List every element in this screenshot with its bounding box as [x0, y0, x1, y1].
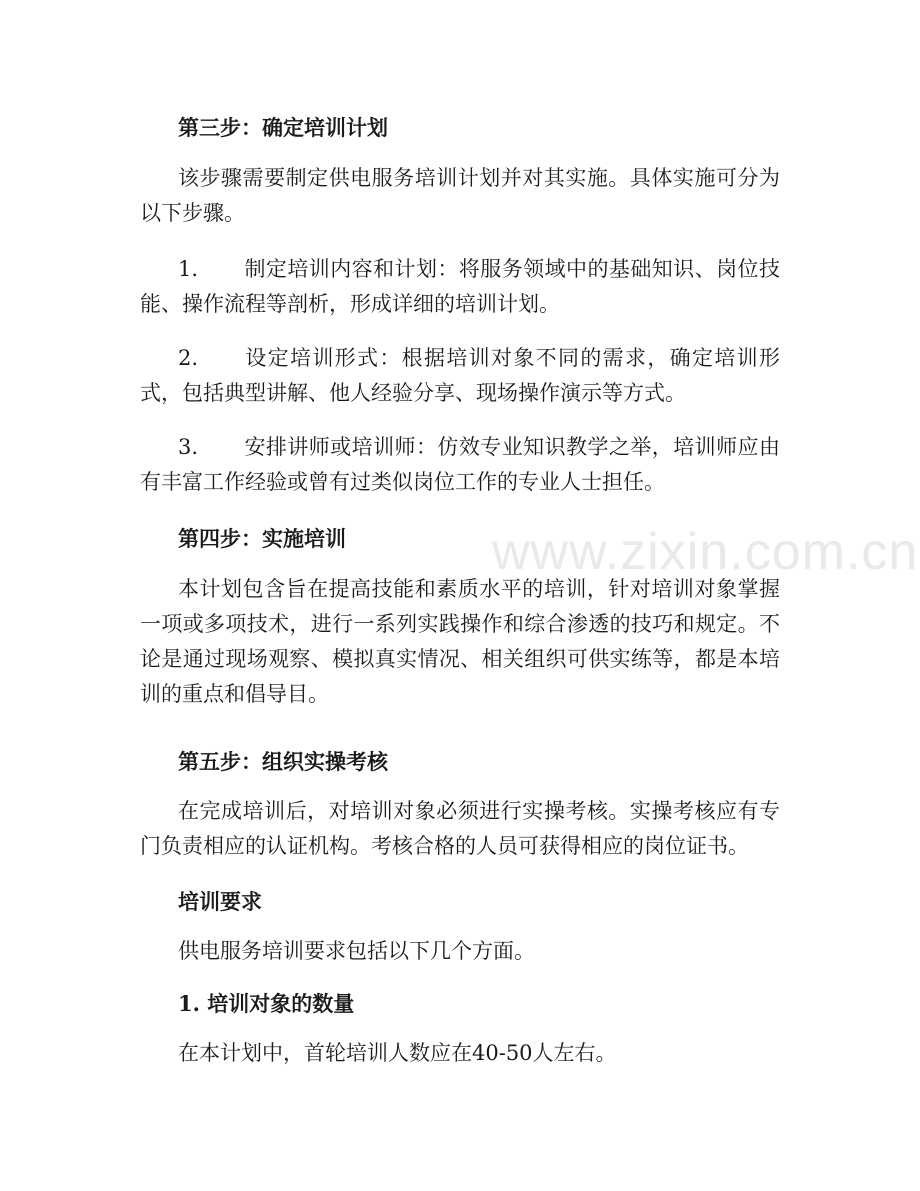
step3-heading: 第三步：确定培训计划 — [178, 115, 388, 140]
list-item-1 — [140, 252, 780, 322]
requirements-intro: 供电服务培训要求包括以下几个方面。 — [178, 939, 535, 963]
requirements-heading: 培训要求 — [178, 889, 262, 914]
step4-heading: 第四步：实施培训 — [178, 526, 346, 551]
list-number: 3. — [178, 435, 199, 459]
list-text: 制定培训内容和计划：将服务领域中的基础知识、岗位技能、操作流程等剖析，形成详细的培训计划。 — [140, 257, 780, 316]
list-number: 1. — [178, 257, 199, 281]
list-item-3 — [140, 430, 780, 500]
list-text: 安排讲师或培训师：仿效专业知识教学之举，培训师应由有丰富工作经验或曾有过类似岗位工作的专业人士担任。 — [140, 435, 780, 494]
watermark: www.zixin.com.cn — [492, 523, 919, 581]
step5-heading: 第五步：组织实操考核 — [178, 749, 388, 774]
requirement-1-paragraph: 在本计划中，首轮培训人数应在40-50人左右。 — [178, 1041, 617, 1065]
step4-paragraph: 本计划包含旨在提高技能和素质水平的培训，针对培训对象掌握一项或多项技术，进行一系列实践操作和综合渗透的技巧和规定。不论是通过现场观察、模拟真实情况、相关组织可供实练等，都是本培训的重点和倡导目。 — [140, 577, 780, 706]
list-number: 2. — [178, 346, 199, 370]
list-item-2 — [140, 341, 780, 411]
step3-intro-paragraph: 该步骤需要制定供电服务培训计划并对其实施。具体实施可分为以下步骤。 — [140, 166, 780, 225]
list-text: 设定培训形式：根据培训对象不同的需求，确定培训形式，包括典型讲解、他人经验分享、现场操作演示等方式。 — [140, 346, 780, 405]
requirement-1-heading: 1. 培训对象的数量 — [178, 991, 355, 1016]
step5-paragraph: 在完成培训后，对培训对象必须进行实操考核。实操考核应有专门负责相应的认证机构。考核合格的人员可获得相应的岗位证书。 — [140, 799, 780, 858]
